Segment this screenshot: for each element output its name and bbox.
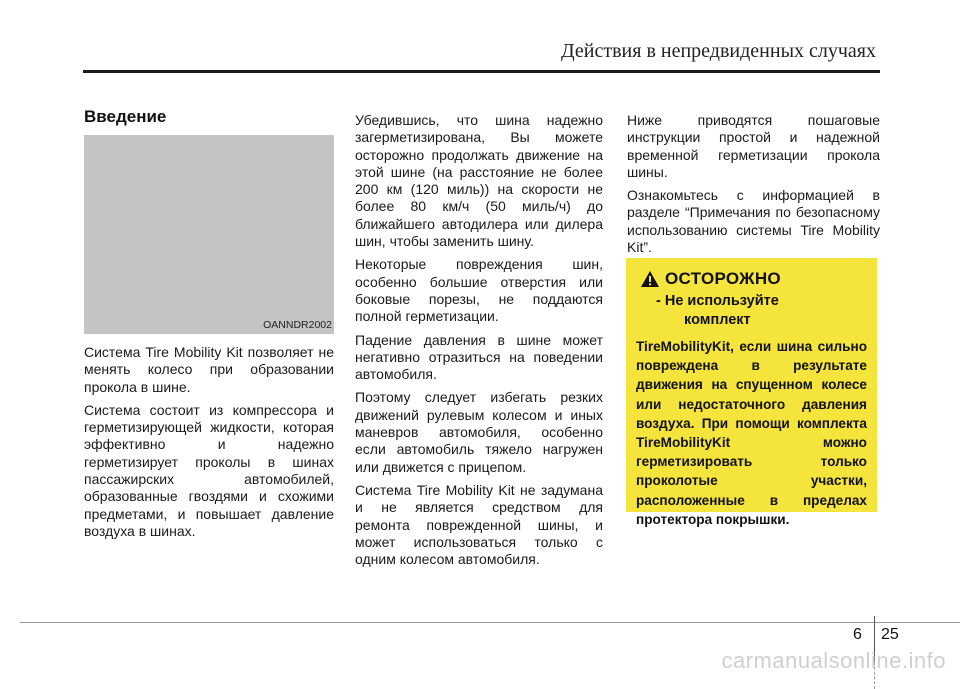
- paragraph: Система состоит из компрессора и герметизирующей жидкости, которая эффективно и надежно герметизирует проколы в шинах пассажирских автомобилей, образованные гвоздями и схожими предметами, и повышает давление воздуха в шинах.: [84, 401, 334, 539]
- paragraph: Система Tire Mobility Kit не задумана и не является средством для ремонта поврежденной шины, и может использоваться только с одним колесом автомобиля.: [355, 481, 603, 568]
- paragraph: Поэтому следует избегать резких движений рулевым колесом и иных маневров автомобиля, особенно если автомобиль тяжело нагружен или движется с прицепом.: [355, 389, 603, 475]
- column-3: [627, 112, 880, 262]
- warning-triangle-icon: [640, 270, 660, 288]
- page-header-title: Действия в непредвиденных случаях: [561, 40, 876, 62]
- paragraph: Ниже приводятся пошаговые инструкции простой и надежной временной герметизации прокола шины.: [627, 112, 880, 180]
- paragraph: Падение давления в шине может негативно отразиться на поведении автомобиля.: [355, 331, 603, 383]
- warning-body: TireMobilityKit, если шина сильно повреждена в результате движения на спущенном колесе или недостаточного давления воздуха. При помощи комплекта TireMobilityKit можно герметизировать только проколотые участки, расположенные в пределах протектора покрышки.: [636, 339, 867, 527]
- section-heading: Введение: [84, 107, 167, 126]
- warning-title-row: [640, 269, 867, 289]
- column-1: [84, 344, 334, 546]
- paragraph: Некоторые повреждения шин, особенно большие отверстия или боковые порезы, не поддаются полной герметизации.: [355, 256, 603, 325]
- warning-title: ОСТОРОЖНО: [665, 269, 781, 288]
- column-2: [355, 112, 603, 574]
- figure-placeholder: [84, 135, 334, 334]
- watermark: carmanualsonline.info: [721, 648, 946, 673]
- paragraph: Ознакомьтесь с информацией в разделе “Примечания по безопасному использованию системы Tire Mobility Kit”.: [627, 187, 880, 256]
- paragraph: Система Tire Mobility Kit позволяет не менять колесо при образовании прокола в шине.: [84, 344, 334, 395]
- paragraph: Убедившись, что шина надежно загерметизирована, Вы можете осторожно продолжать движение на этой шине (на расстояние не более 200 км (120 миль)) на скорости не более 80 км/ч (50 миль/ч) до ближайшего автодилера или дилера шин, чтобы заменить шину.: [355, 112, 603, 250]
- figure-code: OANNDR2002: [263, 319, 332, 331]
- header-rule: [83, 70, 880, 73]
- warning-subtitle-line2: комплект: [684, 312, 751, 328]
- warning-box: [626, 258, 877, 527]
- chapter-number: 6: [853, 626, 862, 643]
- warning-subtitle: [636, 292, 867, 330]
- page-number: 25: [881, 626, 899, 643]
- footer-rule: [20, 622, 960, 623]
- warning-subtitle-line1: - Не используйте: [656, 293, 779, 309]
